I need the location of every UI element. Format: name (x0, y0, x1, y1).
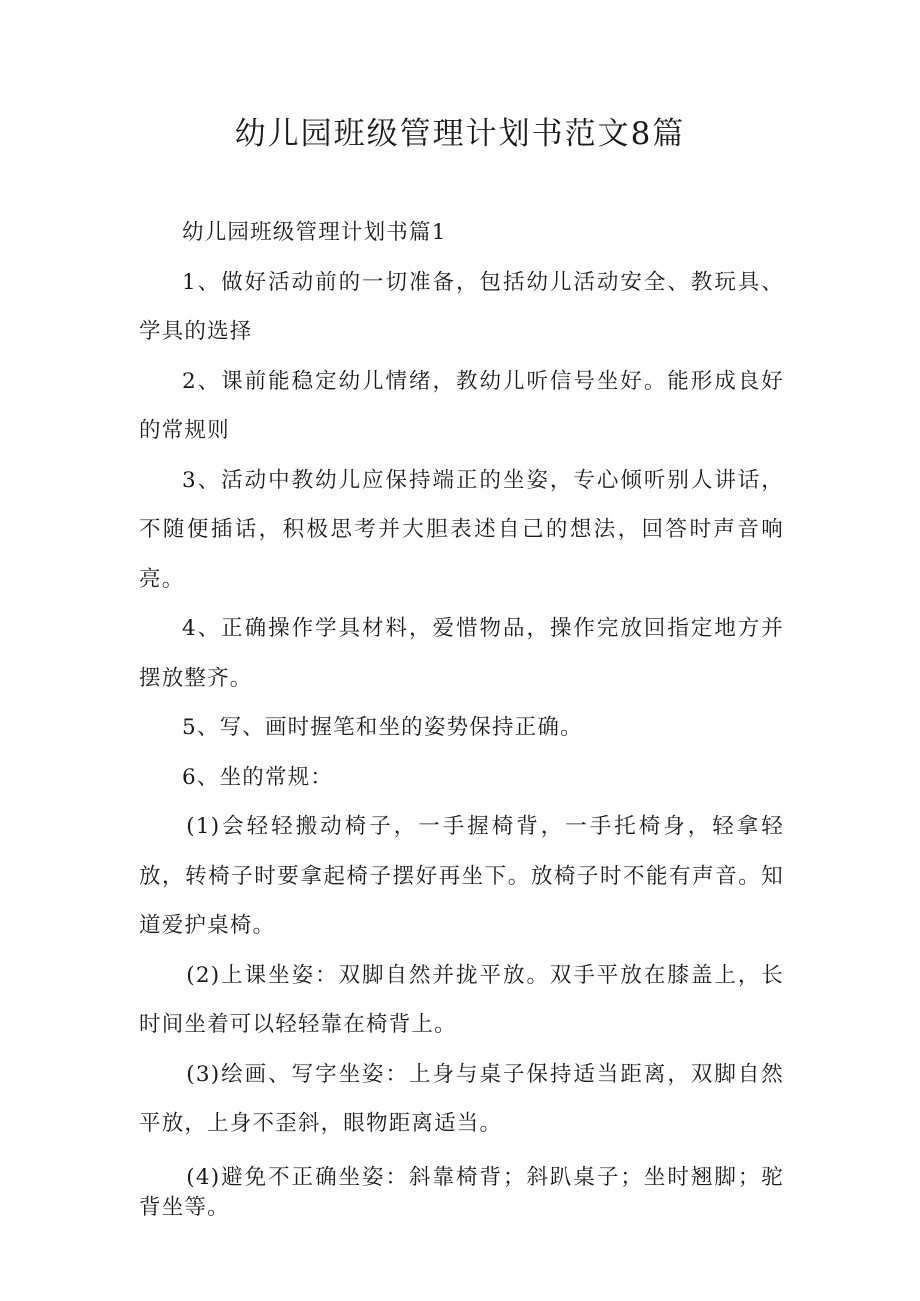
paragraph-subitem-1: (1)会轻轻搬动椅子，一手握椅背，一手托椅身，轻拿轻放，转椅子时要拿起椅子摆好再坐下。放椅子时不能有声音。知道爱护桌椅。 (139, 814, 784, 938)
paragraph-item-5: 5、写、画时握笔和坐的姿势保持正确。 (182, 715, 583, 740)
document-title: 幼儿园班级管理计划书范文8篇 (234, 116, 686, 152)
document-body (139, 208, 784, 1223)
paragraph-subitem-4: (4)避免不正确坐姿：斜靠椅背；斜趴桌子；坐时翘脚；驼背坐等。 (139, 1164, 784, 1220)
paragraph-item-6: 6、坐的常规： (182, 764, 334, 790)
paragraph-item-2: 2、课前能稳定幼儿情绪，教幼儿听信号坐好。能形成良好的常规则 (139, 368, 784, 443)
paragraph-subitem-2: (2)上课坐姿：双脚自然并拢平放。双手平放在膝盖上，长时间坐着可以轻轻靠在椅背上。 (139, 962, 784, 1037)
paragraph-item-4: 4、正确操作学具材料，爱惜物品，操作完放回指定地方并摆放整齐。 (139, 616, 784, 691)
section-heading: 幼儿园班级管理计划书篇1 (182, 220, 447, 245)
paragraph-subitem-3: (3)绘画、写字坐姿：上身与桌子保持适当距离，双脚自然平放，上身不歪斜，眼物距离适当。 (139, 1061, 784, 1136)
paragraph-item-1: 1、做好活动前的一切准备，包括幼儿活动安全、教玩具、学具的选择 (139, 269, 784, 344)
paragraph-item-3: 3、活动中教幼儿应保持端正的坐姿，专心倾听别人讲话，不随便插话，积极思考并大胆表述自己的想法，回答时声音响亮。 (139, 467, 784, 592)
